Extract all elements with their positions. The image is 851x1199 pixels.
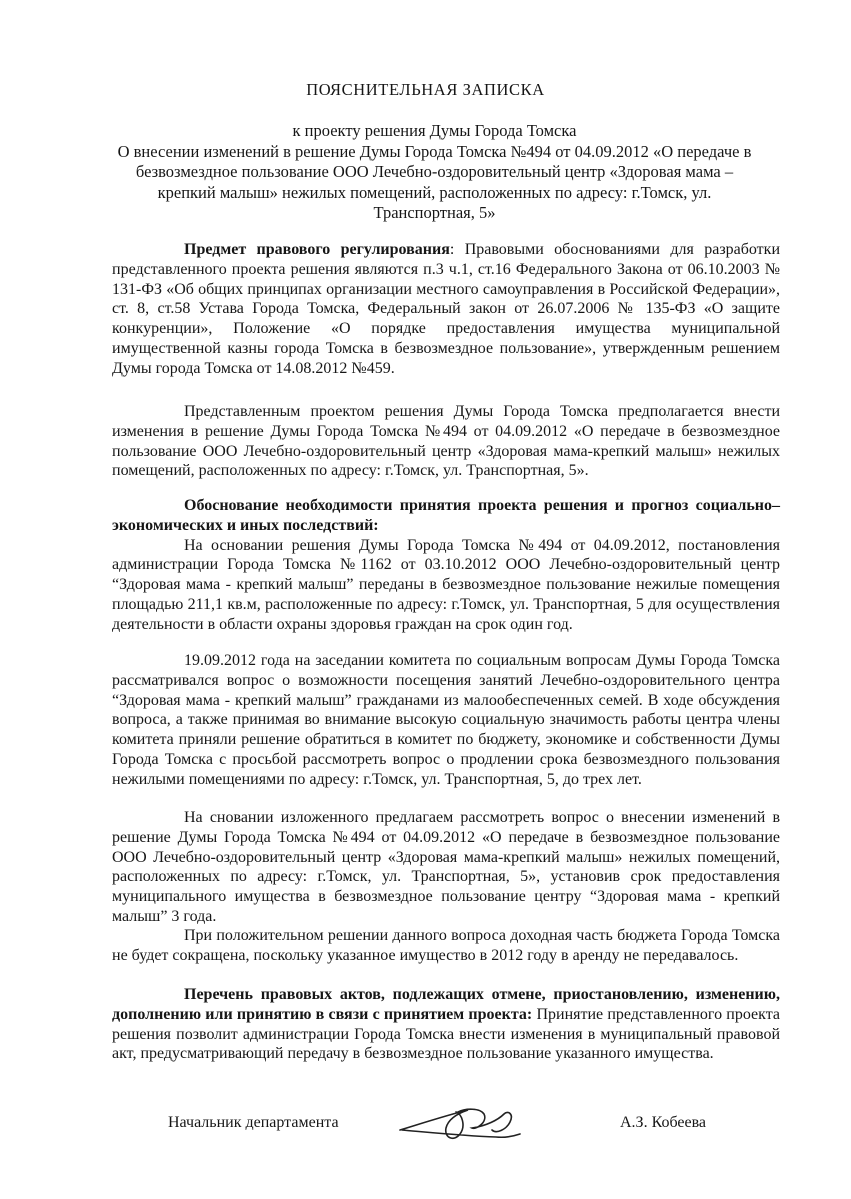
legal-basis-paragraph xyxy=(112,240,780,379)
document-subtitle xyxy=(110,121,759,224)
acts-list-text: Принятие представленного проекта решения позволит администрации Города Томска внести изменения в муниципальный правовой акт, предусматривающий передачу в безвозмездное пользование указанного имущества. xyxy=(112,1005,781,1063)
justification-paragraph-2: 19.09.2012 года на заседании комитета по социальным вопросам Думы Города Томска рассматривался вопрос о возможности посещения занятий Лечебно-оздоровительного центра “Здоровая мама - крепкий малыш” гражданами из малообеспеченных семей. В ходе обсуждения вопроса, а также принимая во внимание высокую социальную значимость работы центра члены комитета приняли решение обратиться в комитет по бюджету, экономике и собственности Думы Города Томска с просьбой рассмотреть вопрос о продлении срока безвозмездного пользования нежилыми помещениями по адресу: г.Томск, ул. Транспортная, 5, до трех лет. xyxy=(112,652,780,788)
section-justification xyxy=(112,496,780,635)
subtitle-line-1: к проекту решения Думы Города Томска xyxy=(292,121,577,140)
justification-heading: Обоснование необходимости принятия проекта решения и прогноз социально–экономических и иных последствий: xyxy=(112,497,780,534)
section-proposal xyxy=(112,402,780,481)
signatory-name: А.З. Кобеева xyxy=(620,1114,707,1131)
legal-basis-heading: Предмет правового регулирования xyxy=(184,241,450,258)
legal-basis-text: : Правовыми обоснованиями для разработки представленного проекта решения являются п.3 ч.1, ст.16 Федерального Закона от 06.10.2003 № 131-ФЗ «Об общих принципах организации местного самоуправления в Российской Федерации», ст. 8, ст.58 Устава Города Томска, Федеральный закон от 26.07.2006 № 135-ФЗ «О защите конкуренции», Положение «О порядке предоставления имущества муниципальной имущественной казны города Томска в безвозмездное пользование», утвержденным решением Думы города Томска от 14.08.2012 №459. xyxy=(112,241,781,377)
acts-list-heading: Перечень правовых актов, подлежащих отмене, приостановлению, изменению, дополнению или принятию в связи с принятием проекта: xyxy=(112,986,780,1023)
section-proposal-change xyxy=(112,808,780,927)
section-budget xyxy=(112,926,780,966)
acts-list-paragraph xyxy=(112,985,780,1064)
document-title: ПОЯСНИТЕЛЬНАЯ ЗАПИСКА xyxy=(306,80,545,99)
proposal-paragraph: Представленным проектом решения Думы Города Томска предполагается внести изменения в решение Думы Города Томска №494 от 04.09.2012 «О передаче в безвозмездное пользование ООО Лечебно-оздоровительный центр «Здоровая мама-крепкий малыш» нежилых помещений, расположенных по адресу: г.Томск, ул. Транспортная, 5». xyxy=(112,403,780,480)
justification-paragraph-1: На основании решения Думы Города Томска №494 от 04.09.2012, постановления администрации Города Томска №1162 от 03.10.2012 ООО Лечебно-оздоровительный центр “Здоровая мама - крепкий малыш” переданы в безвозмездное пользование нежилые помещения площадью 211,1 кв.м, расположенные по адресу: г.Томск, ул. Транспортная, 5 для осуществления деятельности в области охраны здоровья граждан на срок один год. xyxy=(112,536,780,633)
justification-paragraph-3: На сновании изложенного предлагаем рассмотреть вопрос о внесении изменений в решение Думы Города Томска №494 от 04.09.2012 «О передаче в безвозмездное пользование ООО Лечебно-оздоровительный центр «Здоровая мама-крепкий малыш» нежилых помещений, расположенных по адресу: г.Томск, ул. Транспортная, 5», установив срок предоставления муниципального имущества в безвозмездное пользование центру “Здоровая мама - крепкий малыш” 3 года. xyxy=(112,809,780,925)
justification-paragraph-4: При положительном решении данного вопроса доходная часть бюджета Города Томска не будет сокращена, поскольку указанное имущество в 2012 году в аренду не передавалось. xyxy=(112,927,780,964)
section-acts-list xyxy=(112,985,780,1064)
signatory-position: Начальник департамента xyxy=(168,1114,339,1131)
section-committee xyxy=(112,651,780,790)
section-legal-basis xyxy=(112,240,780,379)
handwritten-signature xyxy=(396,1100,536,1150)
subtitle-line-2: О внесении изменений в решение Думы Города Томска №494 от 04.09.2012 «О передаче в безвозмездное пользование ООО Лечебно-оздоровительный центр «Здоровая мама –крепкий малыш» нежилых помещений, расположенных по адресу: г.Томск, ул. Транспортная, 5» xyxy=(117,141,752,222)
